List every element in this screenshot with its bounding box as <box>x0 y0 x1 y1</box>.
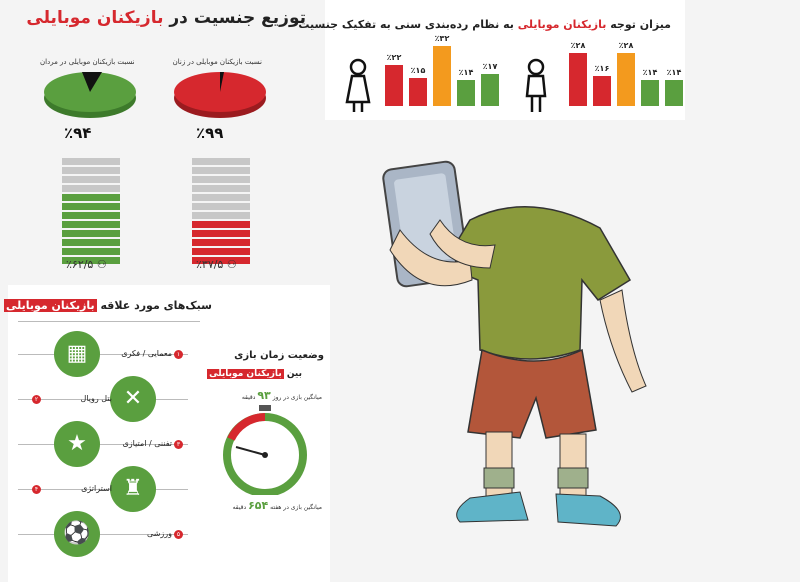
women-pie-percent: ٪۹۹ <box>196 124 224 142</box>
men-age-label: ٪۱۶ <box>594 64 610 73</box>
genre-label: معمایی / فکری <box>121 349 172 358</box>
bar-segment <box>192 176 250 183</box>
women-age-label: ٪۲۲ <box>386 53 402 62</box>
bar-segment <box>62 158 120 165</box>
gender-distribution-panel <box>0 0 320 282</box>
bar-segment <box>62 167 120 174</box>
bar-segment <box>192 221 250 228</box>
age-title: میزان توجه بازیکنان موبایلی به نظام رده‌بندی سنی به تفکیک جنسیت <box>298 18 671 31</box>
genre-label: استراتژی <box>81 484 112 493</box>
genre-icon: ▦ <box>54 331 100 377</box>
playtime-subtitle: بین بازیکنان موبایلی <box>209 369 302 379</box>
genre-icon: ✕ <box>110 376 156 422</box>
bar-segment <box>62 176 120 183</box>
bar-segment <box>62 185 120 192</box>
women-age-bar <box>481 74 499 106</box>
bar-segment <box>192 203 250 210</box>
men-pie-percent: ٪۹۴ <box>64 124 92 142</box>
men-age-label: ٪۱۴ <box>666 68 682 77</box>
men-icon-percent: ٪۶۲/۵ <box>66 258 94 271</box>
bar-segment <box>62 194 120 201</box>
bar-segment <box>192 194 250 201</box>
women-pie-chart <box>170 68 270 120</box>
bar-segment <box>62 248 120 255</box>
women-age-bar <box>433 46 451 106</box>
bar-segment <box>192 248 250 255</box>
genre-label: بتل رویال <box>80 394 112 403</box>
man-figure-icon <box>523 58 549 114</box>
bar-segment <box>62 230 120 237</box>
men-age-bar <box>641 80 659 106</box>
bar-segment <box>192 167 250 174</box>
men-age-bar <box>665 80 683 106</box>
women-age-bar <box>457 80 475 106</box>
men-age-label: ٪۲۸ <box>570 41 586 50</box>
women-bar-stack <box>192 158 250 266</box>
men-age-bar <box>593 76 611 106</box>
bar-segment <box>192 212 250 219</box>
genre-icon: ⚽ <box>54 511 100 557</box>
gender-title: توزیع جنسیت در بازیکنان موبایلی <box>26 8 306 28</box>
genre-rank-badge: ۱ <box>174 350 183 359</box>
playtime-title: وضعیت زمان بازی <box>234 350 324 361</box>
genre-rank-badge: ۴ <box>32 485 41 494</box>
women-age-label: ٪۱۵ <box>410 66 426 75</box>
men-pie-chart <box>40 68 140 120</box>
men-icon-value <box>66 258 107 271</box>
bar-segment <box>192 185 250 192</box>
bar-segment <box>62 212 120 219</box>
stopwatch-icon <box>222 403 308 495</box>
women-age-bar <box>409 78 427 106</box>
genre-icon: ★ <box>54 421 100 467</box>
genre-rank-badge: ۳ <box>174 440 183 449</box>
headless-player-illustration <box>360 150 700 580</box>
women-age-label: ٪۳۲ <box>434 34 450 43</box>
women-age-label: ٪۱۴ <box>458 68 474 77</box>
female-user-icon: ⚇ <box>226 258 237 271</box>
daily-playtime: میانگین بازی در روز ۹۳ دقیقه <box>241 389 322 402</box>
men-age-label: ٪۱۴ <box>642 68 658 77</box>
genre-label: ورزشی <box>147 529 172 538</box>
genre-divider <box>18 321 200 322</box>
women-age-label: ٪۱۷ <box>482 62 498 71</box>
woman-figure-icon <box>345 58 371 114</box>
men-bar-stack <box>62 158 120 266</box>
women-icon-percent: ٪۳۷/۵ <box>196 258 224 271</box>
women-icon-value <box>196 258 237 271</box>
genre-rank-badge: ۵ <box>174 530 183 539</box>
women-age-bar <box>385 65 403 106</box>
women-pie-label: نسبت بازیکنان موبایلی در زنان <box>172 58 262 66</box>
genre-label: تفننی / امتیازی <box>122 439 172 448</box>
weekly-playtime: میانگین بازی در هفته ۶۵۴ دقیقه <box>232 499 322 512</box>
bar-segment <box>62 239 120 246</box>
men-age-label: ٪۲۸ <box>618 41 634 50</box>
age-rating-panel <box>298 0 685 120</box>
genre-icon: ♜ <box>110 466 156 512</box>
genre-rank-badge: ۲ <box>32 395 41 404</box>
bar-segment <box>192 239 250 246</box>
men-age-bar <box>569 53 587 106</box>
male-user-icon: ⚇ <box>96 258 107 271</box>
genre-title: سبک‌های مورد علاقه بازیکنان موبایلی <box>5 299 212 312</box>
bar-segment <box>192 230 250 237</box>
bar-segment <box>192 158 250 165</box>
men-pie-label: نسبت بازیکنان موبایلی در مردان <box>40 58 135 66</box>
men-age-bar <box>617 53 635 106</box>
bar-segment <box>62 221 120 228</box>
bar-segment <box>62 203 120 210</box>
playtime-panel <box>208 345 328 520</box>
